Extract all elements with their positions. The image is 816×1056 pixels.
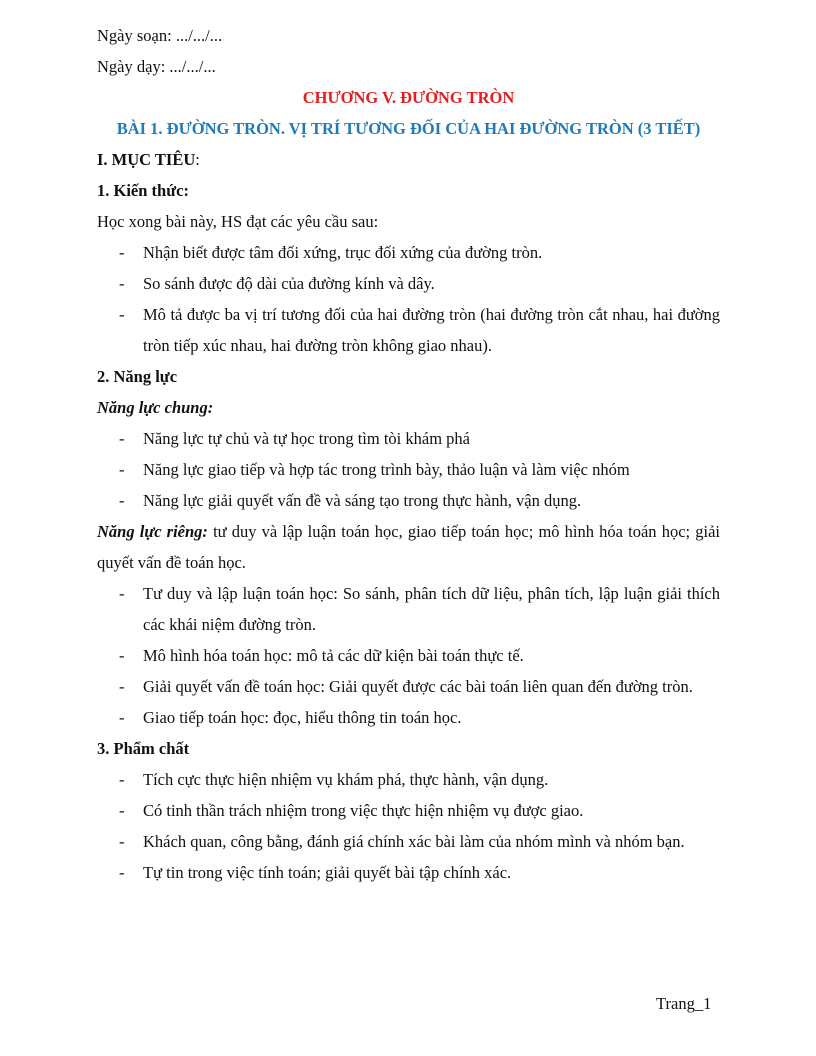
bullet-dash: - xyxy=(119,863,125,882)
bullet-dash: - xyxy=(119,243,125,262)
list-item xyxy=(97,578,720,640)
list-item-text: Nhận biết được tâm đối xứng, trục đối xứng của đường tròn. xyxy=(143,243,543,262)
list-item xyxy=(97,702,720,733)
document-page xyxy=(97,20,720,888)
bullet-dash: - xyxy=(119,491,125,510)
knowledge-intro: Học xong bài này, HS đạt các yêu cầu sau: xyxy=(97,212,379,231)
bullet-dash: - xyxy=(119,832,125,851)
qualities-heading: 3. Phẩm chất xyxy=(97,739,190,758)
bullet-dash: - xyxy=(119,274,125,293)
specific-competency-list xyxy=(97,578,720,733)
bullet-dash: - xyxy=(119,429,125,448)
bullet-dash: - xyxy=(119,770,125,789)
list-item xyxy=(97,237,720,268)
list-item xyxy=(97,485,720,516)
bullet-dash: - xyxy=(119,305,125,324)
list-item-text: Mô hình hóa toán học: mô tả các dữ kiện bài toán thực tế. xyxy=(143,646,524,665)
list-item-text: Giao tiếp toán học: đọc, hiểu thông tin toán học. xyxy=(143,708,462,727)
list-item xyxy=(97,764,720,795)
knowledge-list xyxy=(97,237,720,361)
list-item xyxy=(97,423,720,454)
list-item-text: Khách quan, công bằng, đánh giá chính xác bài làm của nhóm mình và nhóm bạn. xyxy=(143,832,685,851)
section-objectives-heading xyxy=(97,144,720,175)
knowledge-heading: 1. Kiến thức: xyxy=(97,181,189,200)
section-objectives-label: I. MỤC TIÊU xyxy=(97,150,196,169)
list-item xyxy=(97,826,720,857)
specific-competency-paragraph xyxy=(97,516,720,578)
list-item-text: Tích cực thực hiện nhiệm vụ khám phá, thực hành, vận dụng. xyxy=(143,770,549,789)
list-item-text: Tư duy và lập luận toán học: So sánh, phân tích dữ liệu, phân tích, lập luận giải thích các khái niệm đường tròn. xyxy=(143,584,720,634)
list-item-text: Năng lực giải quyết vấn đề và sáng tạo trong thực hành, vận dụng. xyxy=(143,491,582,510)
bullet-dash: - xyxy=(119,801,125,820)
section-objectives-colon: : xyxy=(195,150,200,169)
general-competency-list xyxy=(97,423,720,516)
page-number: Trang_1 xyxy=(656,994,712,1013)
list-item-text: So sánh được độ dài của đường kính và dây. xyxy=(143,274,435,293)
ngay-soan: Ngày soạn: .../.../... xyxy=(97,26,223,45)
chapter-title: CHƯƠNG V. ĐƯỜNG TRÒN xyxy=(302,88,515,107)
list-item-text: Mô tả được ba vị trí tương đối của hai đường tròn (hai đường tròn cắt nhau, hai đường tròn tiếp xúc nhau, hai đường tròn không giao nhau). xyxy=(143,305,720,355)
list-item xyxy=(97,640,720,671)
general-competency-heading: Năng lực chung: xyxy=(97,398,214,417)
bullet-dash: - xyxy=(119,708,125,727)
list-item xyxy=(97,671,720,702)
list-item-text: Năng lực giao tiếp và hợp tác trong trình bày, thảo luận và làm việc nhóm xyxy=(143,460,630,479)
list-item-text: Có tinh thần trách nhiệm trong việc thực hiện nhiệm vụ được giao. xyxy=(143,801,584,820)
bullet-dash: - xyxy=(119,584,125,603)
specific-competency-text: tư duy và lập luận toán học, giao tiếp toán học; mô hình hóa toán học; giải quyết vấn đề toán học. xyxy=(97,522,720,572)
list-item xyxy=(97,299,720,361)
list-item-text: Giải quyết vấn đề toán học: Giải quyết được các bài toán liên quan đến đường tròn. xyxy=(143,677,693,696)
bullet-dash: - xyxy=(119,646,125,665)
specific-competency-label: Năng lực riêng: xyxy=(97,522,208,541)
ngay-day: Ngày dạy: .../.../... xyxy=(97,57,216,76)
list-item-text: Tự tin trong việc tính toán; giải quyết bài tập chính xác. xyxy=(143,863,512,882)
list-item xyxy=(97,454,720,485)
list-item xyxy=(97,795,720,826)
list-item xyxy=(97,268,720,299)
list-item-text: Năng lực tự chủ và tự học trong tìm tòi khám phá xyxy=(143,429,470,448)
list-item xyxy=(97,857,720,888)
lesson-title: BÀI 1. ĐƯỜNG TRÒN. VỊ TRÍ TƯƠNG ĐỐI CỦA HAI ĐƯỜNG TRÒN (3 TIẾT) xyxy=(116,119,701,138)
competency-heading: 2. Năng lực xyxy=(97,367,178,386)
qualities-list xyxy=(97,764,720,888)
bullet-dash: - xyxy=(119,460,125,479)
bullet-dash: - xyxy=(119,677,125,696)
